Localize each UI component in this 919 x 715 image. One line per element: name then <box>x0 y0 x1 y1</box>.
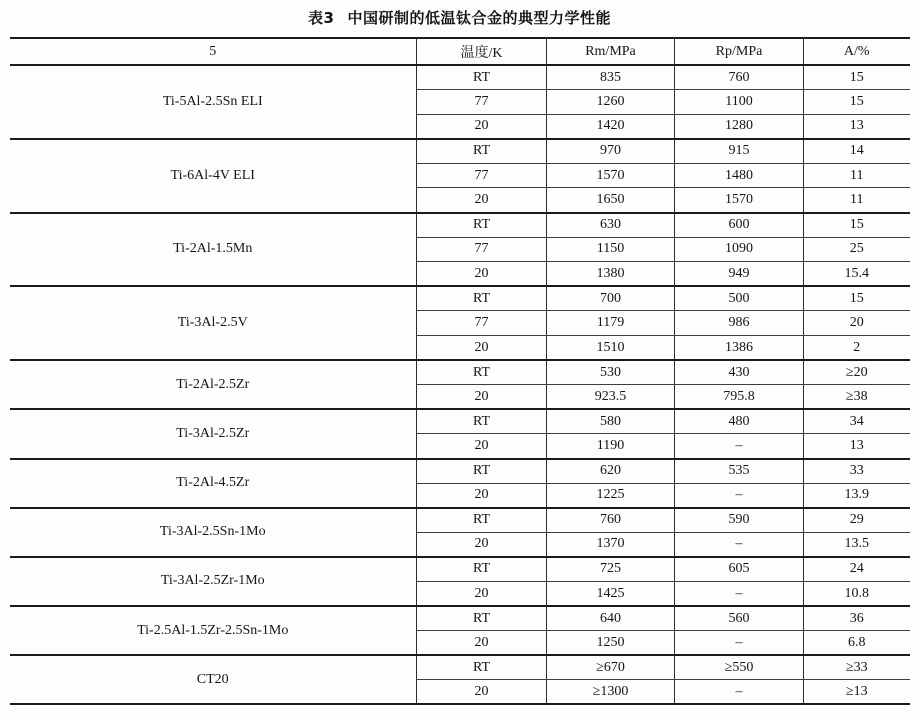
rp-cell: 605 <box>675 557 804 582</box>
alloy-name-cell: Ti-3Al-2.5V <box>10 286 417 360</box>
a-cell: 15 <box>804 65 910 90</box>
temperature-cell: 20 <box>417 483 547 508</box>
rp-cell: 500 <box>675 286 804 311</box>
table-row <box>10 213 910 238</box>
temperature-cell: 20 <box>417 532 547 557</box>
alloy-name-cell: Ti-6Al-4V ELI <box>10 139 417 213</box>
temperature-cell: 77 <box>417 311 547 336</box>
a-cell: ≥38 <box>804 385 910 410</box>
a-cell: 2 <box>804 336 910 361</box>
rm-cell: 580 <box>547 409 675 434</box>
rp-cell: 1480 <box>675 163 804 188</box>
temperature-cell: 20 <box>417 188 547 213</box>
a-cell: 20 <box>804 311 910 336</box>
a-cell: 13.5 <box>804 532 910 557</box>
a-cell: 11 <box>804 163 910 188</box>
temperature-cell: RT <box>417 213 547 238</box>
temperature-cell: RT <box>417 655 547 680</box>
rm-cell: 923.5 <box>547 385 675 410</box>
a-cell: ≥33 <box>804 655 910 680</box>
temperature-cell: 20 <box>417 262 547 287</box>
a-cell: 15.4 <box>804 262 910 287</box>
rp-cell: 480 <box>675 409 804 434</box>
rm-cell: 1380 <box>547 262 675 287</box>
temperature-cell: RT <box>417 286 547 311</box>
rp-cell: 1090 <box>675 237 804 262</box>
rm-cell: 1250 <box>547 631 675 656</box>
header-rp: Rp/MPa <box>675 38 804 65</box>
table-header <box>10 38 910 65</box>
rm-cell: 1510 <box>547 336 675 361</box>
alloy-name-cell: Ti-2.5Al-1.5Zr-2.5Sn-1Mo <box>10 606 417 655</box>
temperature-cell: 20 <box>417 581 547 606</box>
rp-cell: – <box>675 581 804 606</box>
temperature-cell: RT <box>417 606 547 631</box>
alloy-name-cell: Ti-5Al-2.5Sn ELI <box>10 65 417 139</box>
rm-cell: 725 <box>547 557 675 582</box>
rm-cell: 760 <box>547 508 675 533</box>
table-caption-title: 中国研制的低温钛合金的典型力学性能 <box>347 9 611 27</box>
table-row <box>10 360 910 385</box>
temperature-cell: 77 <box>417 237 547 262</box>
alloy-name-cell: Ti-3Al-2.5Sn-1Mo <box>10 508 417 557</box>
rm-cell: 1370 <box>547 532 675 557</box>
table-row <box>10 655 910 680</box>
rp-cell: 986 <box>675 311 804 336</box>
table-row <box>10 139 910 164</box>
a-cell: 36 <box>804 606 910 631</box>
table-body <box>10 65 910 704</box>
rp-cell: – <box>675 631 804 656</box>
a-cell: 13 <box>804 434 910 459</box>
rp-cell: 1570 <box>675 188 804 213</box>
a-cell: 6.8 <box>804 631 910 656</box>
temperature-cell: 20 <box>417 680 547 705</box>
a-cell: 34 <box>804 409 910 434</box>
temperature-cell: RT <box>417 508 547 533</box>
header-alloy: 5 <box>10 38 417 65</box>
rp-cell: 535 <box>675 459 804 484</box>
a-cell: 13.9 <box>804 483 910 508</box>
a-cell: 25 <box>804 237 910 262</box>
a-cell: 11 <box>804 188 910 213</box>
table-row <box>10 286 910 311</box>
header-temperature: 温度/K <box>417 38 547 65</box>
alloy-name-cell: Ti-3Al-2.5Zr-1Mo <box>10 557 417 606</box>
rm-cell: 530 <box>547 360 675 385</box>
rp-cell: 590 <box>675 508 804 533</box>
temperature-cell: RT <box>417 557 547 582</box>
temperature-cell: 20 <box>417 434 547 459</box>
temperature-cell: 77 <box>417 90 547 115</box>
table-row <box>10 459 910 484</box>
rp-cell: ≥550 <box>675 655 804 680</box>
header-row <box>10 38 910 65</box>
rp-cell: – <box>675 680 804 705</box>
a-cell: 10.8 <box>804 581 910 606</box>
rp-cell: – <box>675 434 804 459</box>
rm-cell: 1190 <box>547 434 675 459</box>
rp-cell: 430 <box>675 360 804 385</box>
temperature-cell: 20 <box>417 385 547 410</box>
temperature-cell: RT <box>417 65 547 90</box>
rm-cell: 970 <box>547 139 675 164</box>
a-cell: 14 <box>804 139 910 164</box>
rm-cell: 700 <box>547 286 675 311</box>
table-row <box>10 606 910 631</box>
rp-cell: 915 <box>675 139 804 164</box>
rm-cell: ≥670 <box>547 655 675 680</box>
temperature-cell: 20 <box>417 336 547 361</box>
rp-cell: 1386 <box>675 336 804 361</box>
rp-cell: 760 <box>675 65 804 90</box>
table-row <box>10 409 910 434</box>
rm-cell: 1570 <box>547 163 675 188</box>
temperature-cell: 20 <box>417 631 547 656</box>
a-cell: 24 <box>804 557 910 582</box>
temperature-cell: RT <box>417 139 547 164</box>
temperature-cell: 20 <box>417 114 547 139</box>
rp-cell: 560 <box>675 606 804 631</box>
rp-cell: – <box>675 483 804 508</box>
rm-cell: 630 <box>547 213 675 238</box>
table-row <box>10 557 910 582</box>
rp-cell: 795.8 <box>675 385 804 410</box>
rm-cell: 1420 <box>547 114 675 139</box>
rp-cell: 600 <box>675 213 804 238</box>
header-rm: Rm/MPa <box>547 38 675 65</box>
rp-cell: 949 <box>675 262 804 287</box>
table-row <box>10 65 910 90</box>
alloy-name-cell: Ti-2Al-1.5Mn <box>10 213 417 287</box>
a-cell: ≥20 <box>804 360 910 385</box>
rp-cell: 1280 <box>675 114 804 139</box>
alloy-name-cell: Ti-2Al-4.5Zr <box>10 459 417 508</box>
temperature-cell: RT <box>417 360 547 385</box>
alloy-name-cell: Ti-3Al-2.5Zr <box>10 409 417 458</box>
table-caption <box>0 0 919 28</box>
rm-cell: 640 <box>547 606 675 631</box>
a-cell: 13 <box>804 114 910 139</box>
alloy-name-cell: CT20 <box>10 655 417 704</box>
temperature-cell: 77 <box>417 163 547 188</box>
a-cell: 15 <box>804 90 910 115</box>
alloy-properties-table <box>10 37 910 705</box>
rm-cell: 1150 <box>547 237 675 262</box>
table-row <box>10 508 910 533</box>
a-cell: 33 <box>804 459 910 484</box>
header-a: A/% <box>804 38 910 65</box>
rm-cell: 1650 <box>547 188 675 213</box>
rm-cell: ≥1300 <box>547 680 675 705</box>
rm-cell: 1179 <box>547 311 675 336</box>
rp-cell: 1100 <box>675 90 804 115</box>
a-cell: 15 <box>804 213 910 238</box>
rm-cell: 1225 <box>547 483 675 508</box>
a-cell: 29 <box>804 508 910 533</box>
temperature-cell: RT <box>417 459 547 484</box>
rm-cell: 620 <box>547 459 675 484</box>
alloy-name-cell: Ti-2Al-2.5Zr <box>10 360 417 409</box>
rm-cell: 1425 <box>547 581 675 606</box>
temperature-cell: RT <box>417 409 547 434</box>
a-cell: ≥13 <box>804 680 910 705</box>
a-cell: 15 <box>804 286 910 311</box>
table-caption-number: 表3 <box>308 9 335 27</box>
rm-cell: 1260 <box>547 90 675 115</box>
rm-cell: 835 <box>547 65 675 90</box>
rp-cell: – <box>675 532 804 557</box>
